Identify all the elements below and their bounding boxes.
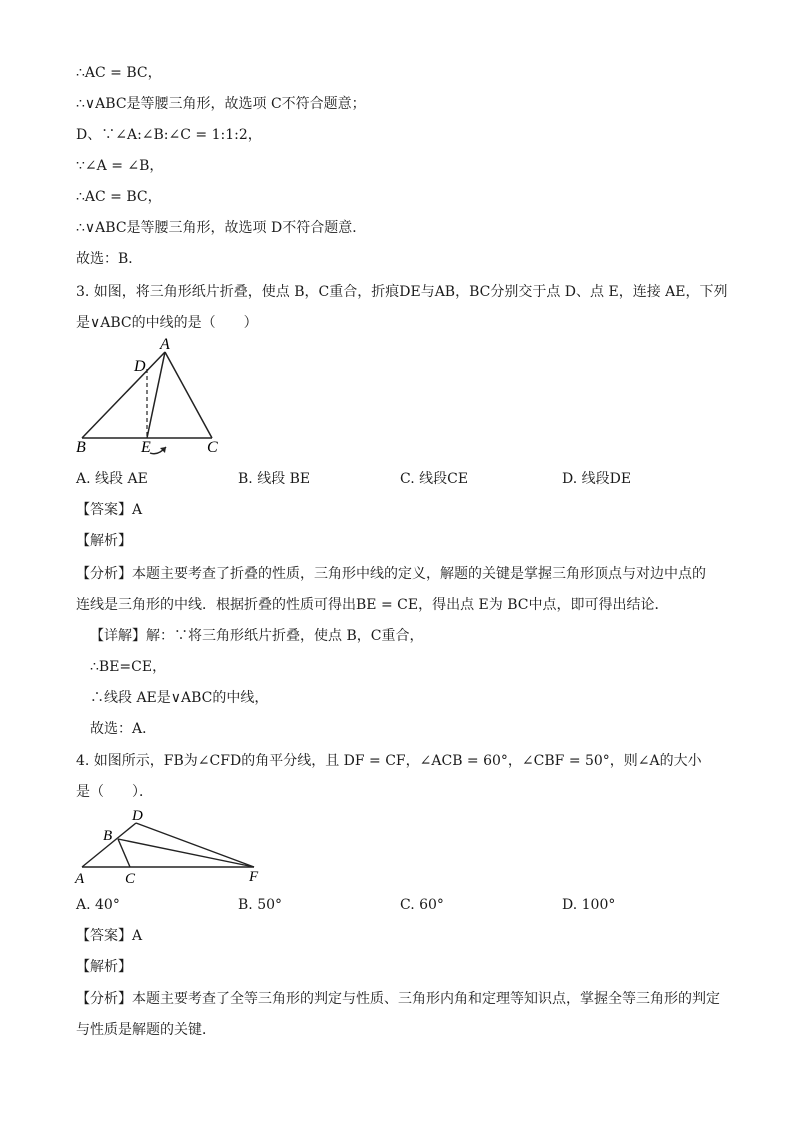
label-e: E: [141, 439, 151, 456]
option-d: D. 100°: [562, 897, 616, 913]
text-line: ∴∨ABC是等腰三角形，故选项 C不符合题意；: [76, 96, 366, 112]
question-4-stem: 4. 如图所示，FB为∠CFD的角平分线，且 DF = CF，∠ACB = 60°，∠CBF = 50°，则∠A的大小: [76, 753, 702, 769]
label-a: A: [160, 336, 170, 353]
option-a: A. 40°: [76, 897, 120, 913]
analysis-label: 【解析】: [76, 959, 132, 975]
question-4-figure: [70, 805, 270, 887]
analysis-label: 【解析】: [76, 533, 132, 549]
edge-ac: [165, 352, 212, 438]
option-b: B. 50°: [238, 897, 283, 913]
label-d: D: [134, 358, 146, 375]
text-line: ∴AC = BC，: [76, 189, 162, 205]
option-a: A. 线段 AE: [76, 471, 148, 487]
label-d: D: [132, 808, 143, 824]
edge-bc: [118, 839, 130, 867]
option-c: C. 线段CE: [400, 471, 469, 487]
question-4-stem-cont: 是（ ）．: [76, 784, 153, 800]
edge-bf: [118, 839, 254, 867]
label-f: F: [249, 869, 259, 885]
detail-line: 故选：A．: [90, 721, 157, 737]
detail-line: 【详解】解：∵将三角形纸片折叠，使点 B，C重合，: [90, 628, 424, 644]
text-line: ∴∨ABC是等腰三角形，故选项 D不符合题意．: [76, 220, 367, 236]
edge-df: [136, 823, 254, 867]
text-line: ∵∠A = ∠B，: [76, 158, 164, 174]
option-b: B. 线段 BE: [238, 471, 311, 487]
answer: 【答案】A: [76, 502, 143, 518]
analysis-text-cont: 连线是三角形的中线．根据折叠的性质可得出BE = CE，得出点 E为 BC中点，即可得出结论．: [76, 597, 669, 613]
edge-ba: [82, 352, 165, 438]
label-c: C: [207, 439, 218, 456]
question-3-figure: [70, 335, 240, 465]
text-line: D、∵∠A:∠B:∠C = 1:1:2，: [76, 127, 262, 143]
analysis-text: 【分析】本题主要考查了全等三角形的判定与性质、三角形内角和定理等知识点，掌握全等三角形的判定: [76, 991, 720, 1007]
question-3-stem-cont: 是∨ABC的中线的是（ ）: [76, 315, 258, 331]
option-d: D. 线段DE: [562, 471, 632, 487]
segment-ae: [147, 352, 165, 438]
label-b: B: [76, 439, 86, 456]
detail-line: ∴线段 AE是∨ABC的中线，: [90, 690, 269, 706]
label-b: B: [103, 828, 113, 844]
option-c: C. 60°: [400, 897, 444, 913]
question-3-stem: 3. 如图，将三角形纸片折叠，使点 B，C重合，折痕DE与AB，BC分别交于点 D、点 E，连接 AE，下列: [76, 284, 728, 300]
label-a: A: [75, 871, 85, 887]
text-line: 故选：B．: [76, 251, 143, 267]
text-line: ∴AC = BC，: [76, 65, 162, 81]
detail-line: ∴BE=CE，: [90, 659, 167, 675]
label-c: C: [125, 871, 136, 887]
analysis-text: 【分析】本题主要考查了折叠的性质，三角形中线的定义，解题的关键是掌握三角形顶点与对边中点的: [76, 566, 706, 582]
analysis-text-cont: 与性质是解题的关键．: [76, 1022, 216, 1038]
answer: 【答案】A: [76, 928, 143, 944]
